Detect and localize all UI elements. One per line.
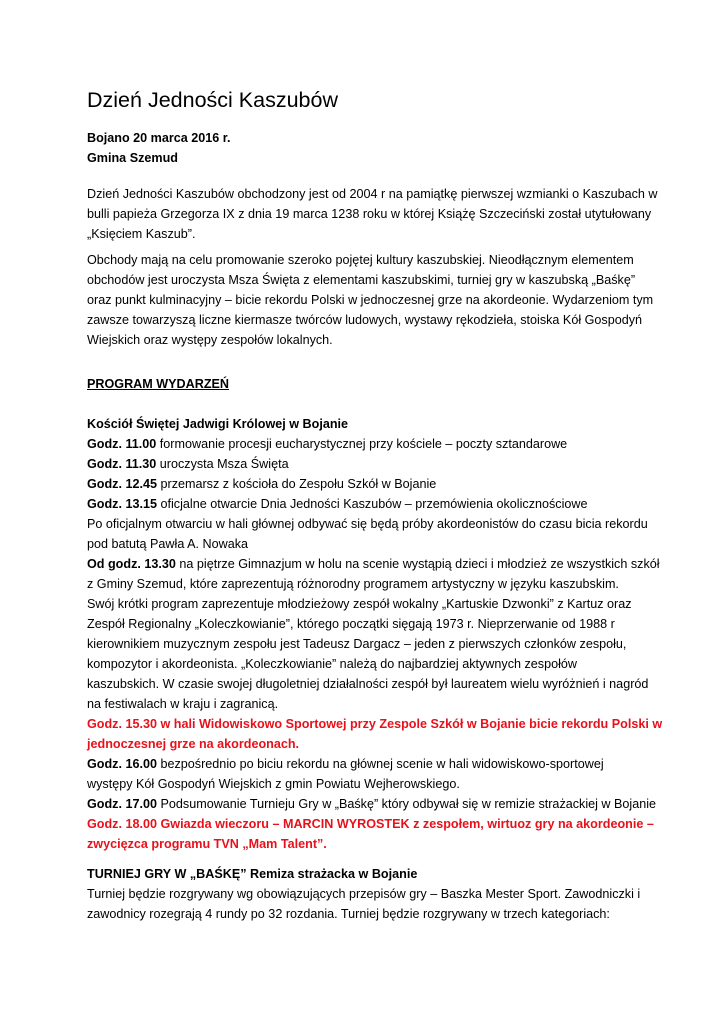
after-record-time: Godz. 16.00 [87,757,157,771]
summary-item [87,794,662,814]
program-section [87,414,662,854]
gym-line: kompozytor i akordeonista. „Koleczkowianie” należą do najbardziej aktywnych zespołów [87,657,578,671]
tournament-line: Turniej będzie rozgrywany wg obowiązujących przepisów gry – Baszka Mester Sport. Zawodniczki i [87,887,641,901]
program-heading: PROGRAM WYDARZEŃ [87,377,230,391]
tournament-section [87,864,640,924]
place-date: Bojano 20 marca 2016 r. [87,131,231,145]
purpose-paragraph [87,250,653,350]
record-highlight-line: jednoczesnej grze na akordeonach. [87,737,300,751]
gym-time: Od godz. 13.30 [87,557,176,571]
after-record-text: bezpośrednio po biciu rekordu na głównej scenie w hali widowiskowo-sportowej [157,757,604,771]
purpose-line: Wiejskich oraz występy zespołów lokalnych. [87,333,333,347]
program-item [87,494,662,514]
commune: Gmina Szemud [87,151,178,165]
document-title: Dzień Jedności Kaszubów [87,88,338,112]
after-opening-line: Po oficjalnym otwarciu w hali głównej odbywać się będą próby akordeonistów do czasu bicia rekordu [87,517,648,531]
church-heading: Kościół Świętej Jadwigi Królowej w Bojanie [87,417,349,431]
star-highlight-line: zwycięzca programu TVN „Mam Talent”. [87,837,327,851]
program-item [87,474,662,494]
program-item [87,454,662,474]
program-item [87,434,662,454]
star-highlight-line: Godz. 18.00 Gwiazda wieczoru – MARCIN WYROSTEK z zespołem, wirtuoz gry na akordeonie – [87,817,654,831]
program-text: formowanie procesji eucharystycznej przy kościele – poczty sztandarowe [156,437,568,451]
intro-line: „Księciem Kaszub”. [87,227,196,241]
purpose-line: obchodów jest uroczysta Msza Święta z elementami kaszubskimi, turniej gry w kaszubską „Baśkę” [87,273,636,287]
gym-line: kierownikiem muzycznym zespołu jest Tadeusz Dargacz – jeden z pierwszych członków zespołu, [87,637,627,651]
after-record-item [87,754,662,774]
tournament-line: zawodnicy rozegrają 4 rundy po 32 rozdania. Turniej będzie rozgrywany w trzech kategoriach: [87,907,610,921]
program-text: oficjalne otwarcie Dnia Jedności Kaszubów – przemówienia okolicznościowe [157,497,588,511]
program-time: Godz. 12.45 [87,477,157,491]
record-highlight-line: Godz. 15.30 w hali Widowiskowo Sportowej przy Zespole Szkół w Bojanie bicie rekordu Polski w [87,717,663,731]
program-time: Godz. 11.30 [87,457,157,471]
gym-line: z Gminy Szemud, które zaprezentują różnorodny programem artystyczny w języku kaszubskim. [87,577,619,591]
gym-line: Swój krótki program zaprezentuje młodzieżowy zespół wokalny „Kartuskie Dzwonki” z Kartuz oraz [87,597,632,611]
purpose-line: Obchody mają na celu promowanie szeroko pojętej kultury kaszubskiej. Nieodłącznym elementem [87,253,634,267]
after-record-line: występy Kół Gospodyń Wiejskich z gmin Powiatu Wejherowskiego. [87,777,460,791]
tournament-heading: TURNIEJ GRY W „BAŚKĘ” Remiza strażacka w Bojanie [87,867,418,881]
gym-program-item [87,554,662,574]
intro-line: Dzień Jedności Kaszubów obchodzony jest od 2004 r na pamiątkę pierwszej wzmianki o Kaszubach w [87,187,658,201]
gym-line: na festiwalach w kraju i zagranicą. [87,697,279,711]
program-section-heading [87,374,229,394]
summary-text: Podsumowanie Turnieju Gry w „Baśkę” który odbywał się w remizie strażackiej w Bojanie [157,797,657,811]
purpose-line: oraz punkt kulminacyjny – bicie rekordu Polski w jednoczesnej grze na akordeonie. Wydarzeniom tym [87,293,654,307]
summary-time: Godz. 17.00 [87,797,157,811]
gym-line: Zespół Regionalny „Koleczkowianie”, którego początki sięgają 1973 r. Nieprzerwanie od 1988 r [87,617,615,631]
intro-paragraph [87,184,658,244]
gym-text: na piętrze Gimnazjum w holu na scenie wystąpią dzieci i młodzież ze wszystkich szkół [175,557,660,571]
program-time: Godz. 13.15 [87,497,157,511]
purpose-line: zawsze towarzyszą liczne kiermasze twórców ludowych, wystawy rękodzieła, stoiska Kół Gospodyń [87,313,643,327]
program-time: Godz. 11.00 [87,437,157,451]
header-meta [87,128,231,168]
program-text: przemarsz z kościoła do Zespołu Szkół w Bojanie [157,477,437,491]
program-text: uroczysta Msza Święta [156,457,289,471]
gym-line: kaszubskich. W czasie swojej długoletniej działalności zespół był laureatem wielu wyróżnień i nagród [87,677,649,691]
after-opening-line: pod batutą Pawła A. Nowaka [87,537,249,551]
intro-line: bulli papieża Grzegorza IX z dnia 19 marca 1238 roku w której Książę Szczeciński został utytułowany [87,207,652,221]
